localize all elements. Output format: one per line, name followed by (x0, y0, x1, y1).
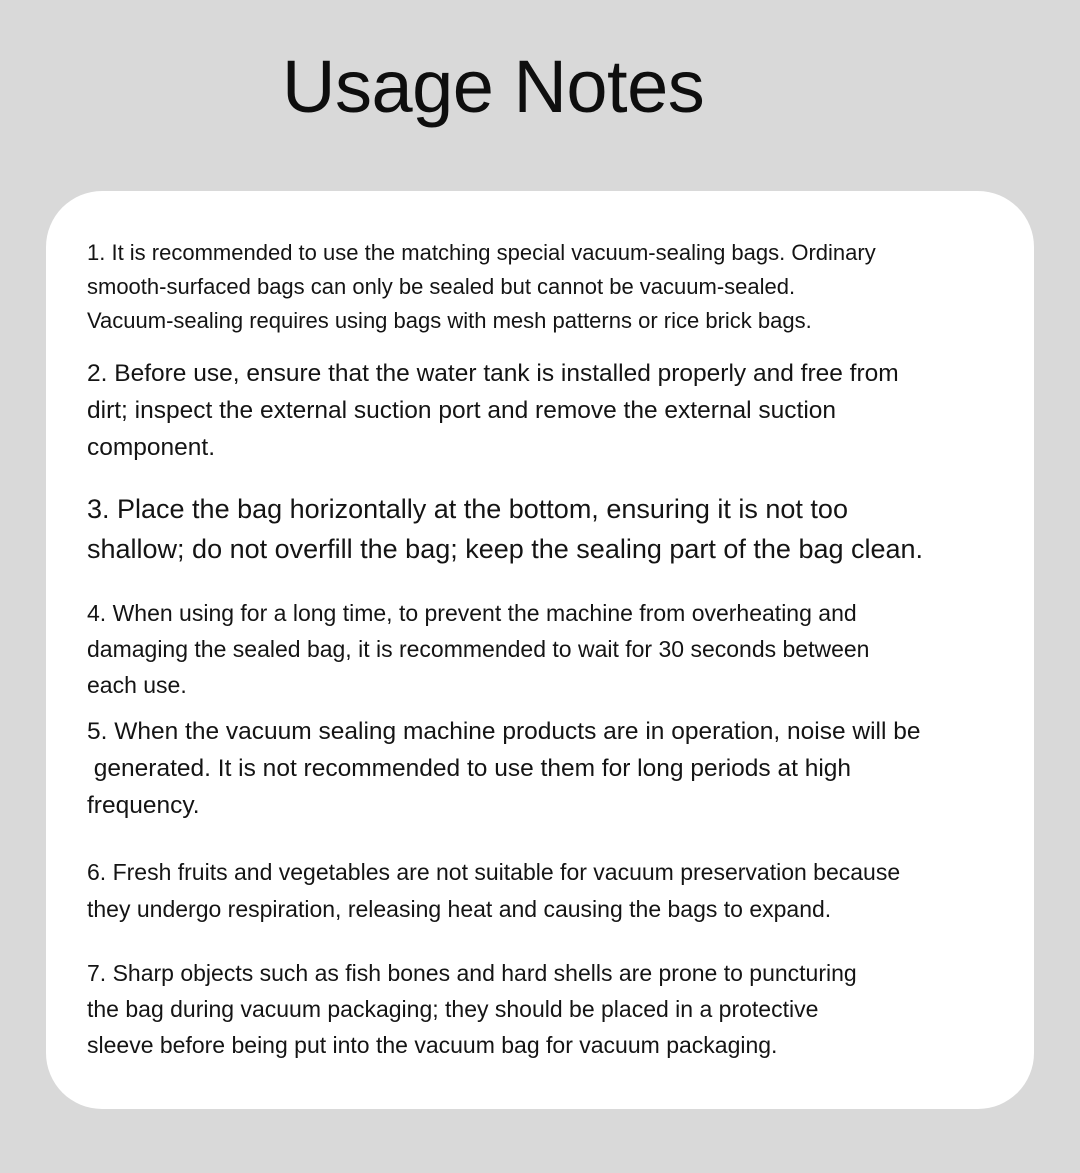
note-line: frequency. (87, 792, 200, 819)
note-line: sleeve before being put into the vacuum bag for vacuum packaging. (87, 1032, 778, 1058)
note-line: each use. (87, 672, 187, 698)
usage-note-7 (87, 955, 857, 1063)
usage-note-1 (87, 236, 876, 338)
note-line: 1. It is recommended to use the matching special vacuum-sealing bags. Ordinary (87, 240, 876, 265)
note-line: 4. When using for a long time, to prevent the machine from overheating and (87, 600, 857, 626)
usage-note-3 (87, 489, 923, 569)
usage-note-5 (87, 713, 920, 824)
usage-note-6 (87, 854, 900, 928)
note-line: damaging the sealed bag, it is recommended to wait for 30 seconds between (87, 636, 870, 662)
note-line: Vacuum-sealing requires using bags with mesh patterns or rice brick bags. (87, 308, 812, 333)
note-line: 3. Place the bag horizontally at the bottom, ensuring it is not too (87, 494, 848, 524)
note-line: they undergo respiration, releasing heat and causing the bags to expand. (87, 896, 832, 922)
note-line: shallow; do not overfill the bag; keep the sealing part of the bag clean. (87, 534, 924, 564)
note-line: smooth-surfaced bags can only be sealed but cannot be vacuum-sealed. (87, 274, 796, 299)
note-line: 5. When the vacuum sealing machine products are in operation, noise will be (87, 718, 921, 745)
note-line: component. (87, 434, 216, 461)
note-line: generated. It is not recommended to use them for long periods at high (87, 755, 852, 782)
note-line: 6. Fresh fruits and vegetables are not suitable for vacuum preservation because (87, 859, 901, 885)
page-title: Usage Notes (282, 45, 705, 128)
note-line: 2. Before use, ensure that the water tank is installed properly and free from (87, 360, 899, 387)
notes-card (46, 191, 1034, 1109)
usage-note-2 (87, 355, 899, 466)
note-line: dirt; inspect the external suction port and remove the external suction (87, 397, 837, 424)
note-line: the bag during vacuum packaging; they should be placed in a protective (87, 996, 819, 1022)
usage-note-4 (87, 595, 869, 703)
note-line: 7. Sharp objects such as fish bones and hard shells are prone to puncturing (87, 960, 857, 986)
